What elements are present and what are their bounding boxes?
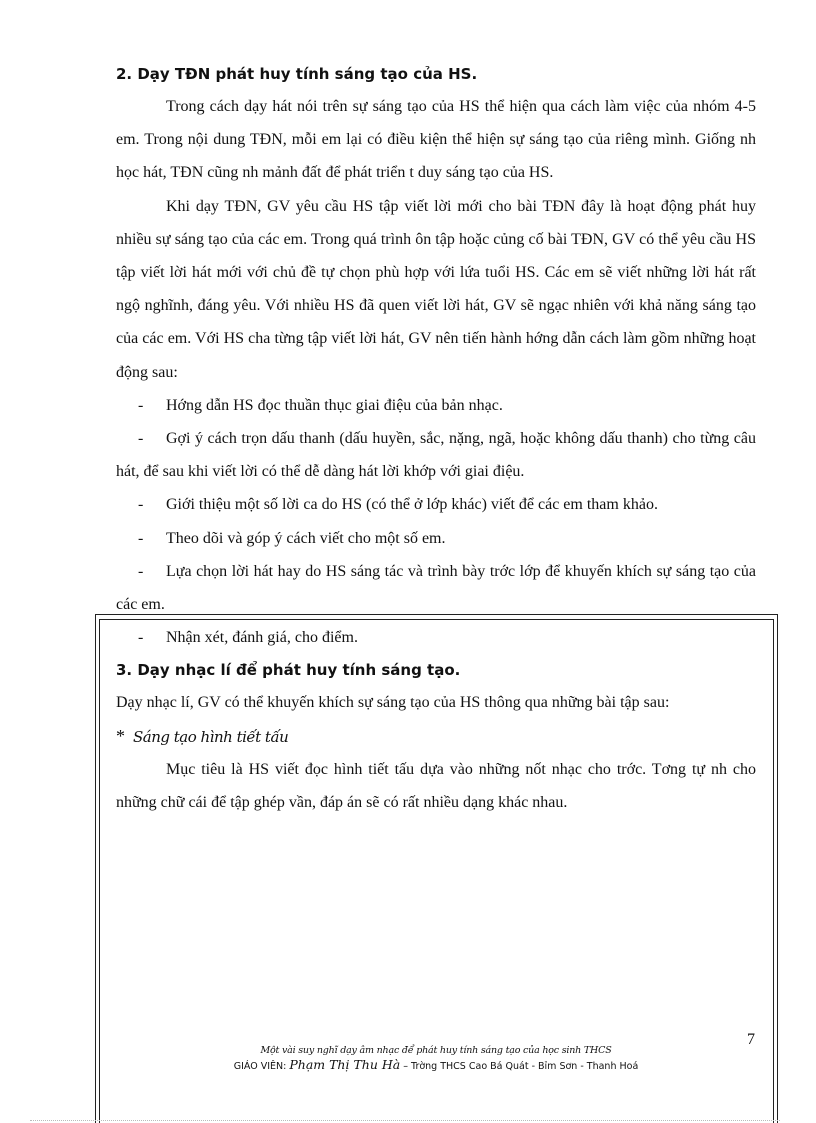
frame-border-left <box>95 614 96 1123</box>
list-item-text: Theo dõi và góp ý cách viết cho một số em. <box>166 529 446 547</box>
list-item-text: Giới thiệu một số lời ca do HS (có thể ở lớp khác) viết để các em tham khảo. <box>166 496 658 514</box>
list-item <box>116 488 756 521</box>
footer-author-line <box>100 1057 772 1075</box>
section-3-paragraph-1: Mục tiêu là HS viết đọc hình tiết tấu dựa vào những nốt nhạc cho trớc. Tơng tự nh cho những chữ cái để tập ghép vần, đáp án sẽ có rất nhiều dạng khác nhau. <box>116 760 756 812</box>
document-body <box>116 58 756 819</box>
section-3-intro: Dạy nhạc lí, GV có thể khuyến khích sự sáng tạo của HS thông qua những bài tập sau: <box>116 694 670 712</box>
section-3-heading: 3. Dạy nhạc lí để phát huy tính sáng tạo. <box>116 661 461 680</box>
frame-border-bottom <box>30 1120 780 1121</box>
teacher-label: GIÁO VIÊN: <box>233 1061 287 1072</box>
list-item <box>116 522 756 555</box>
list-dash: - <box>138 629 144 647</box>
footer-title: Một vài suy nghĩ dạy âm nhạc để phát huy tính sáng tạo của học sinh THCS <box>260 1045 612 1056</box>
subheading-rhythm: Sáng tạo hình tiết tấu <box>133 727 289 746</box>
list-item-text: Hớng dẫn HS đọc thuần thục giai điệu của bản nhạc. <box>166 396 503 414</box>
list-item <box>116 555 756 621</box>
subheading-line <box>116 720 756 753</box>
page-number: 7 <box>747 1031 755 1048</box>
section-2-paragraph-1: Trong cách dạy hát nói trên sự sáng tạo của HS thể hiện qua cách làm việc của nhóm 4-5 em. Trong nội dung TĐN, mỗi em lại có điều kiện thể hiện sự sáng tạo của riêng mình. Giống nh học hát, TĐN cũng nh mảnh đất để phát triển t duy sáng tạo của HS. <box>116 98 756 182</box>
list-item <box>116 389 756 422</box>
list-dash: - <box>138 396 144 414</box>
section-2-heading: 2. Dạy TĐN phát huy tính sáng tạo của HS. <box>116 65 478 83</box>
school-name: – Trờng THCS Cao Bá Quát - Bỉm Sơn - Thanh Hoá <box>403 1061 639 1072</box>
list-dash: - <box>138 496 144 514</box>
list-dash: - <box>138 529 144 547</box>
list-item <box>116 621 756 654</box>
frame-border-right <box>777 614 778 1123</box>
section-2-paragraph-2: Khi dạy TĐN, GV yêu cầu HS tập viết lời mới cho bài TĐN đây là hoạt động phát huy nhiều sự sáng tạo của các em. Trong quá trình ôn tập hoặc củng cố bài TĐN, GV có thể yêu cầu HS tập viết lời hát mới với chủ đề tự chọn phù hợp với lứa tuổi HS. Các em sẽ viết những lời hát rất ngộ nghĩnh, đáng yêu. Với nhiều HS đã quen viết lời hát, GV sẽ ngạc nhiên với khả năng sáng tạo của các em. Với HS cha từng tập viết lời hát, GV nên tiến hành hớng dẫn cách làm gồm những hoạt động sau: <box>116 197 756 381</box>
list-dash: - <box>138 562 144 580</box>
list-dash: - <box>138 430 144 448</box>
page-footer <box>100 1044 772 1075</box>
list-item-text: Gợi ý cách trọn dấu thanh (dấu huyền, sắc, nặng, ngã, hoặc không dấu thanh) cho từng câu hát, để sau khi viết lời có thể dễ dàng hát lời khớp với giai điệu. <box>116 430 756 481</box>
list-item <box>116 422 756 488</box>
asterisk-bullet: * <box>116 725 125 746</box>
teacher-name: Phạm Thị Thu Hà <box>289 1057 401 1072</box>
list-item-text: Lựa chọn lời hát hay do HS sáng tác và trình bày trớc lớp để khuyến khích sự sáng tạo của các em. <box>116 562 756 614</box>
frame-border-right-inner <box>773 619 774 1123</box>
list-item-text: Nhận xét, đánh giá, cho điểm. <box>166 629 358 647</box>
